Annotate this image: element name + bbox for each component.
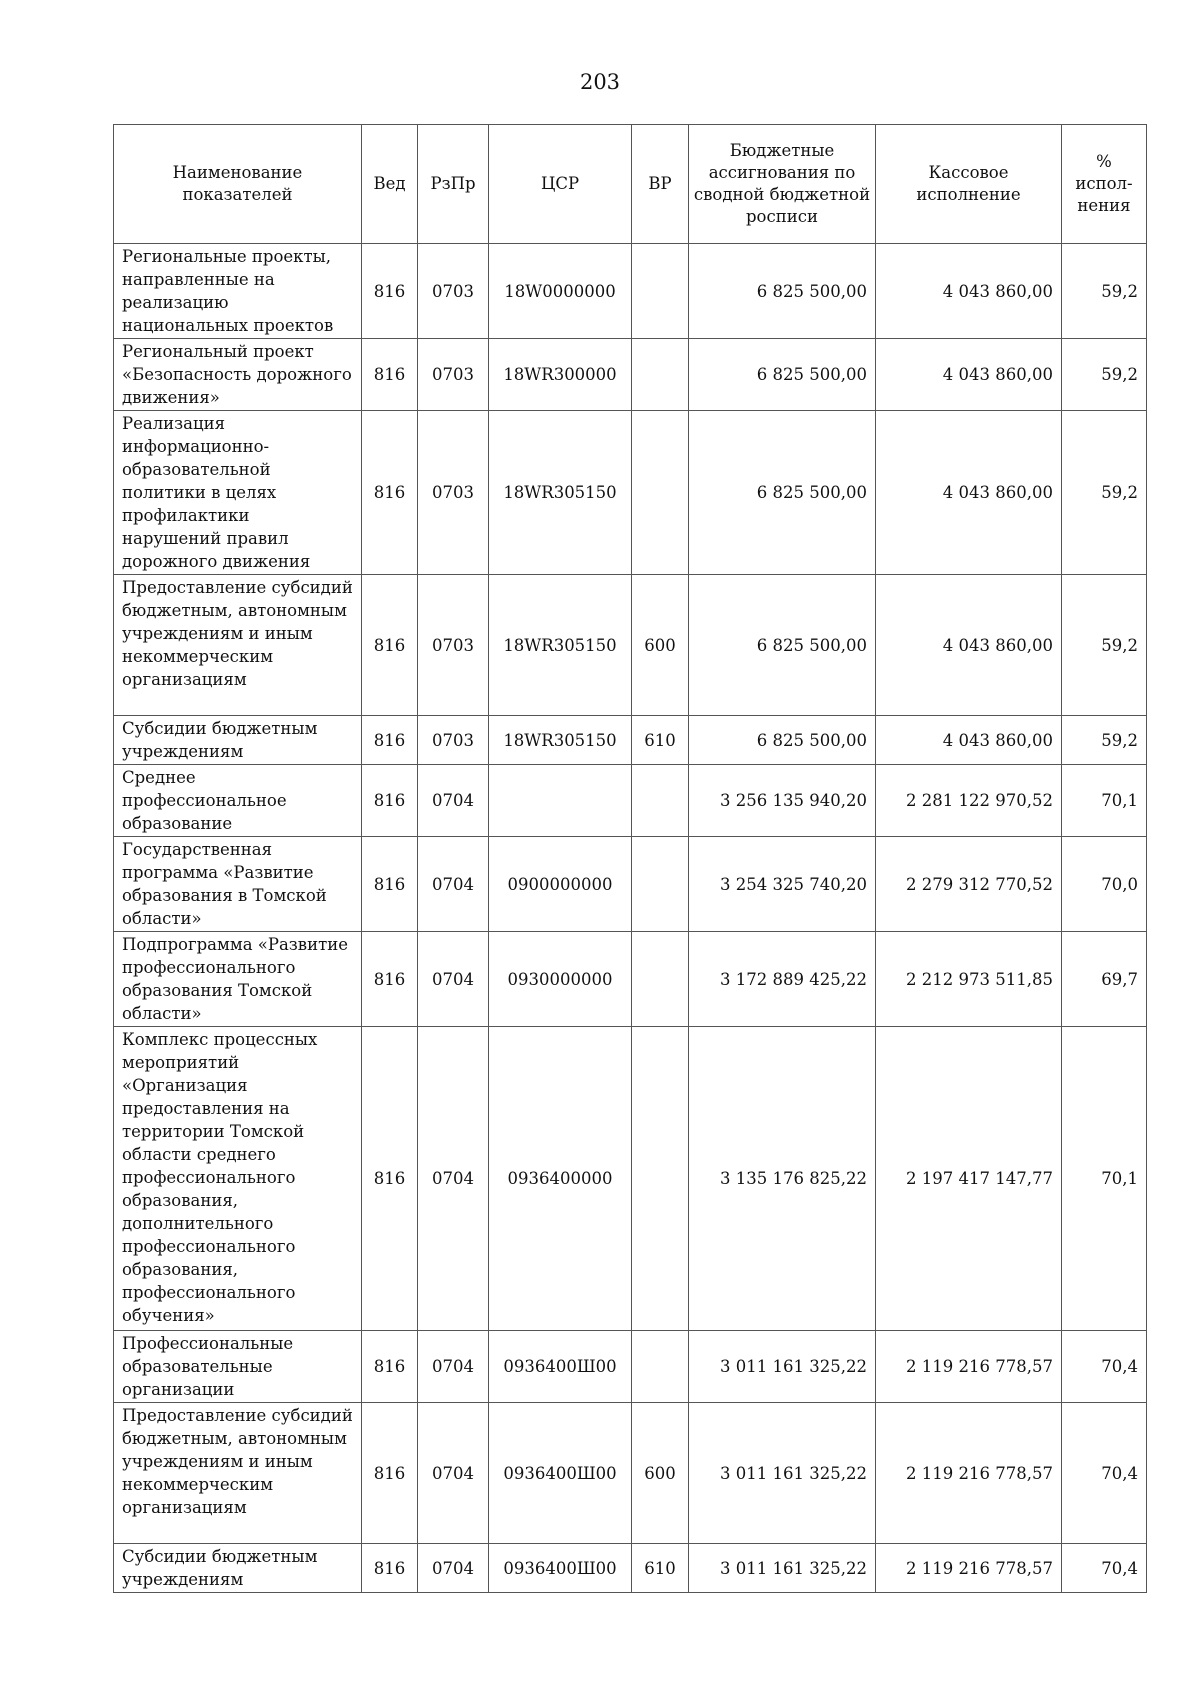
page-number: 203 <box>579 70 621 94</box>
cell-cash: 2 119 216 778,57 <box>876 1403 1062 1544</box>
cell-cash: 2 119 216 778,57 <box>876 1544 1062 1593</box>
cell-ved: 816 <box>362 1027 418 1331</box>
cell-name: Субсидии бюджетным учреждениям <box>114 1544 362 1593</box>
cell-ved: 816 <box>362 411 418 575</box>
cell-percent: 59,2 <box>1062 339 1147 411</box>
table-row <box>114 1544 1147 1593</box>
cell-percent: 59,2 <box>1062 244 1147 339</box>
cell-budget: 3 011 161 325,22 <box>689 1544 876 1593</box>
table-row <box>114 1027 1147 1331</box>
cell-vr <box>632 244 689 339</box>
cell-name: Подпрограмма «Развитие профессионального образования Томской области» <box>114 932 362 1027</box>
cell-csr: 18WR300000 <box>489 339 632 411</box>
cell-budget: 3 172 889 425,22 <box>689 932 876 1027</box>
cell-cash: 4 043 860,00 <box>876 339 1062 411</box>
cell-csr: 18WR305150 <box>489 716 632 765</box>
cell-ved: 816 <box>362 765 418 837</box>
cell-name: Реализация информационно-образовательной политики в целях профилактики нарушений правил дорожного движения <box>114 411 362 575</box>
cell-name: Субсидии бюджетным учреждениям <box>114 716 362 765</box>
table-row <box>114 932 1147 1027</box>
table-row <box>114 765 1147 837</box>
header-ved: Вед <box>362 125 418 244</box>
table-row <box>114 1403 1147 1544</box>
cell-csr <box>489 765 632 837</box>
cell-cash: 4 043 860,00 <box>876 411 1062 575</box>
cell-csr: 0900000000 <box>489 837 632 932</box>
cell-rzpr: 0704 <box>418 1403 489 1544</box>
cell-csr: 0936400000 <box>489 1027 632 1331</box>
cell-csr: 18WR305150 <box>489 575 632 716</box>
cell-name: Профессиональные образовательные организации <box>114 1331 362 1403</box>
table-header-row <box>114 125 1147 244</box>
cell-name: Региональный проект «Безопасность дорожного движения» <box>114 339 362 411</box>
cell-percent: 59,2 <box>1062 716 1147 765</box>
cell-name: Предоставление субсидий бюджетным, автономным учреждениям и иным некоммерческим организациям <box>114 1403 362 1544</box>
cell-percent: 70,4 <box>1062 1331 1147 1403</box>
cell-name: Среднее профессиональное образование <box>114 765 362 837</box>
cell-cash: 4 043 860,00 <box>876 244 1062 339</box>
cell-rzpr: 0703 <box>418 244 489 339</box>
table-row <box>114 244 1147 339</box>
cell-percent: 69,7 <box>1062 932 1147 1027</box>
cell-cash: 2 281 122 970,52 <box>876 765 1062 837</box>
cell-name: Государственная программа «Развитие образования в Томской области» <box>114 837 362 932</box>
cell-cash: 2 197 417 147,77 <box>876 1027 1062 1331</box>
cell-csr: 0936400Ш00 <box>489 1544 632 1593</box>
cell-rzpr: 0703 <box>418 339 489 411</box>
cell-ved: 816 <box>362 1544 418 1593</box>
cell-ved: 816 <box>362 1331 418 1403</box>
cell-vr <box>632 411 689 575</box>
cell-vr: 600 <box>632 575 689 716</box>
cell-budget: 3 011 161 325,22 <box>689 1403 876 1544</box>
cell-cash: 2 212 973 511,85 <box>876 932 1062 1027</box>
cell-vr <box>632 765 689 837</box>
table-row <box>114 339 1147 411</box>
cell-budget: 6 825 500,00 <box>689 411 876 575</box>
cell-csr: 0930000000 <box>489 932 632 1027</box>
cell-percent: 70,4 <box>1062 1403 1147 1544</box>
cell-percent: 70,1 <box>1062 765 1147 837</box>
cell-rzpr: 0704 <box>418 1544 489 1593</box>
table-row <box>114 411 1147 575</box>
table-row <box>114 1331 1147 1403</box>
cell-vr: 610 <box>632 1544 689 1593</box>
cell-ved: 816 <box>362 244 418 339</box>
cell-cash: 2 279 312 770,52 <box>876 837 1062 932</box>
cell-percent: 59,2 <box>1062 411 1147 575</box>
cell-name: Комплекс процессных мероприятий «Организация предоставления на территории Томской области среднего профессионального образования, дополнительного профессионального образования, профессионального обучения» <box>114 1027 362 1331</box>
cell-vr <box>632 932 689 1027</box>
cell-ved: 816 <box>362 837 418 932</box>
header-percent: % испол-нения <box>1062 125 1147 244</box>
cell-vr <box>632 837 689 932</box>
cell-ved: 816 <box>362 575 418 716</box>
cell-percent: 70,0 <box>1062 837 1147 932</box>
cell-cash: 4 043 860,00 <box>876 716 1062 765</box>
cell-budget: 3 256 135 940,20 <box>689 765 876 837</box>
cell-vr: 610 <box>632 716 689 765</box>
cell-budget: 6 825 500,00 <box>689 716 876 765</box>
table-row <box>114 716 1147 765</box>
cell-cash: 4 043 860,00 <box>876 575 1062 716</box>
cell-rzpr: 0703 <box>418 716 489 765</box>
cell-name: Региональные проекты, направленные на реализацию национальных проектов <box>114 244 362 339</box>
cell-ved: 816 <box>362 932 418 1027</box>
cell-budget: 6 825 500,00 <box>689 339 876 411</box>
cell-budget: 3 254 325 740,20 <box>689 837 876 932</box>
cell-vr <box>632 339 689 411</box>
header-csr: ЦСР <box>489 125 632 244</box>
cell-ved: 816 <box>362 716 418 765</box>
cell-rzpr: 0704 <box>418 1331 489 1403</box>
cell-rzpr: 0704 <box>418 837 489 932</box>
header-cash: Кассовое исполнение <box>876 125 1062 244</box>
cell-vr <box>632 1027 689 1331</box>
cell-csr: 18W0000000 <box>489 244 632 339</box>
cell-ved: 816 <box>362 1403 418 1544</box>
cell-budget: 6 825 500,00 <box>689 575 876 716</box>
cell-budget: 6 825 500,00 <box>689 244 876 339</box>
cell-csr: 18WR305150 <box>489 411 632 575</box>
cell-ved: 816 <box>362 339 418 411</box>
cell-rzpr: 0704 <box>418 765 489 837</box>
cell-percent: 59,2 <box>1062 575 1147 716</box>
cell-rzpr: 0704 <box>418 1027 489 1331</box>
cell-vr: 600 <box>632 1403 689 1544</box>
header-budget: Бюджетные ассигнования по сводной бюджетной росписи <box>689 125 876 244</box>
cell-percent: 70,1 <box>1062 1027 1147 1331</box>
header-vr: ВР <box>632 125 689 244</box>
cell-percent: 70,4 <box>1062 1544 1147 1593</box>
cell-rzpr: 0703 <box>418 575 489 716</box>
cell-budget: 3 011 161 325,22 <box>689 1331 876 1403</box>
header-name: Наименование показателей <box>114 125 362 244</box>
table-row <box>114 575 1147 716</box>
table-row <box>114 837 1147 932</box>
cell-rzpr: 0704 <box>418 932 489 1027</box>
cell-vr <box>632 1331 689 1403</box>
cell-name: Предоставление субсидий бюджетным, автономным учреждениям и иным некоммерческим организациям <box>114 575 362 716</box>
cell-rzpr: 0703 <box>418 411 489 575</box>
cell-cash: 2 119 216 778,57 <box>876 1331 1062 1403</box>
header-rzpr: РзПр <box>418 125 489 244</box>
cell-csr: 0936400Ш00 <box>489 1331 632 1403</box>
cell-csr: 0936400Ш00 <box>489 1403 632 1544</box>
cell-budget: 3 135 176 825,22 <box>689 1027 876 1331</box>
budget-execution-table <box>113 124 1147 1593</box>
